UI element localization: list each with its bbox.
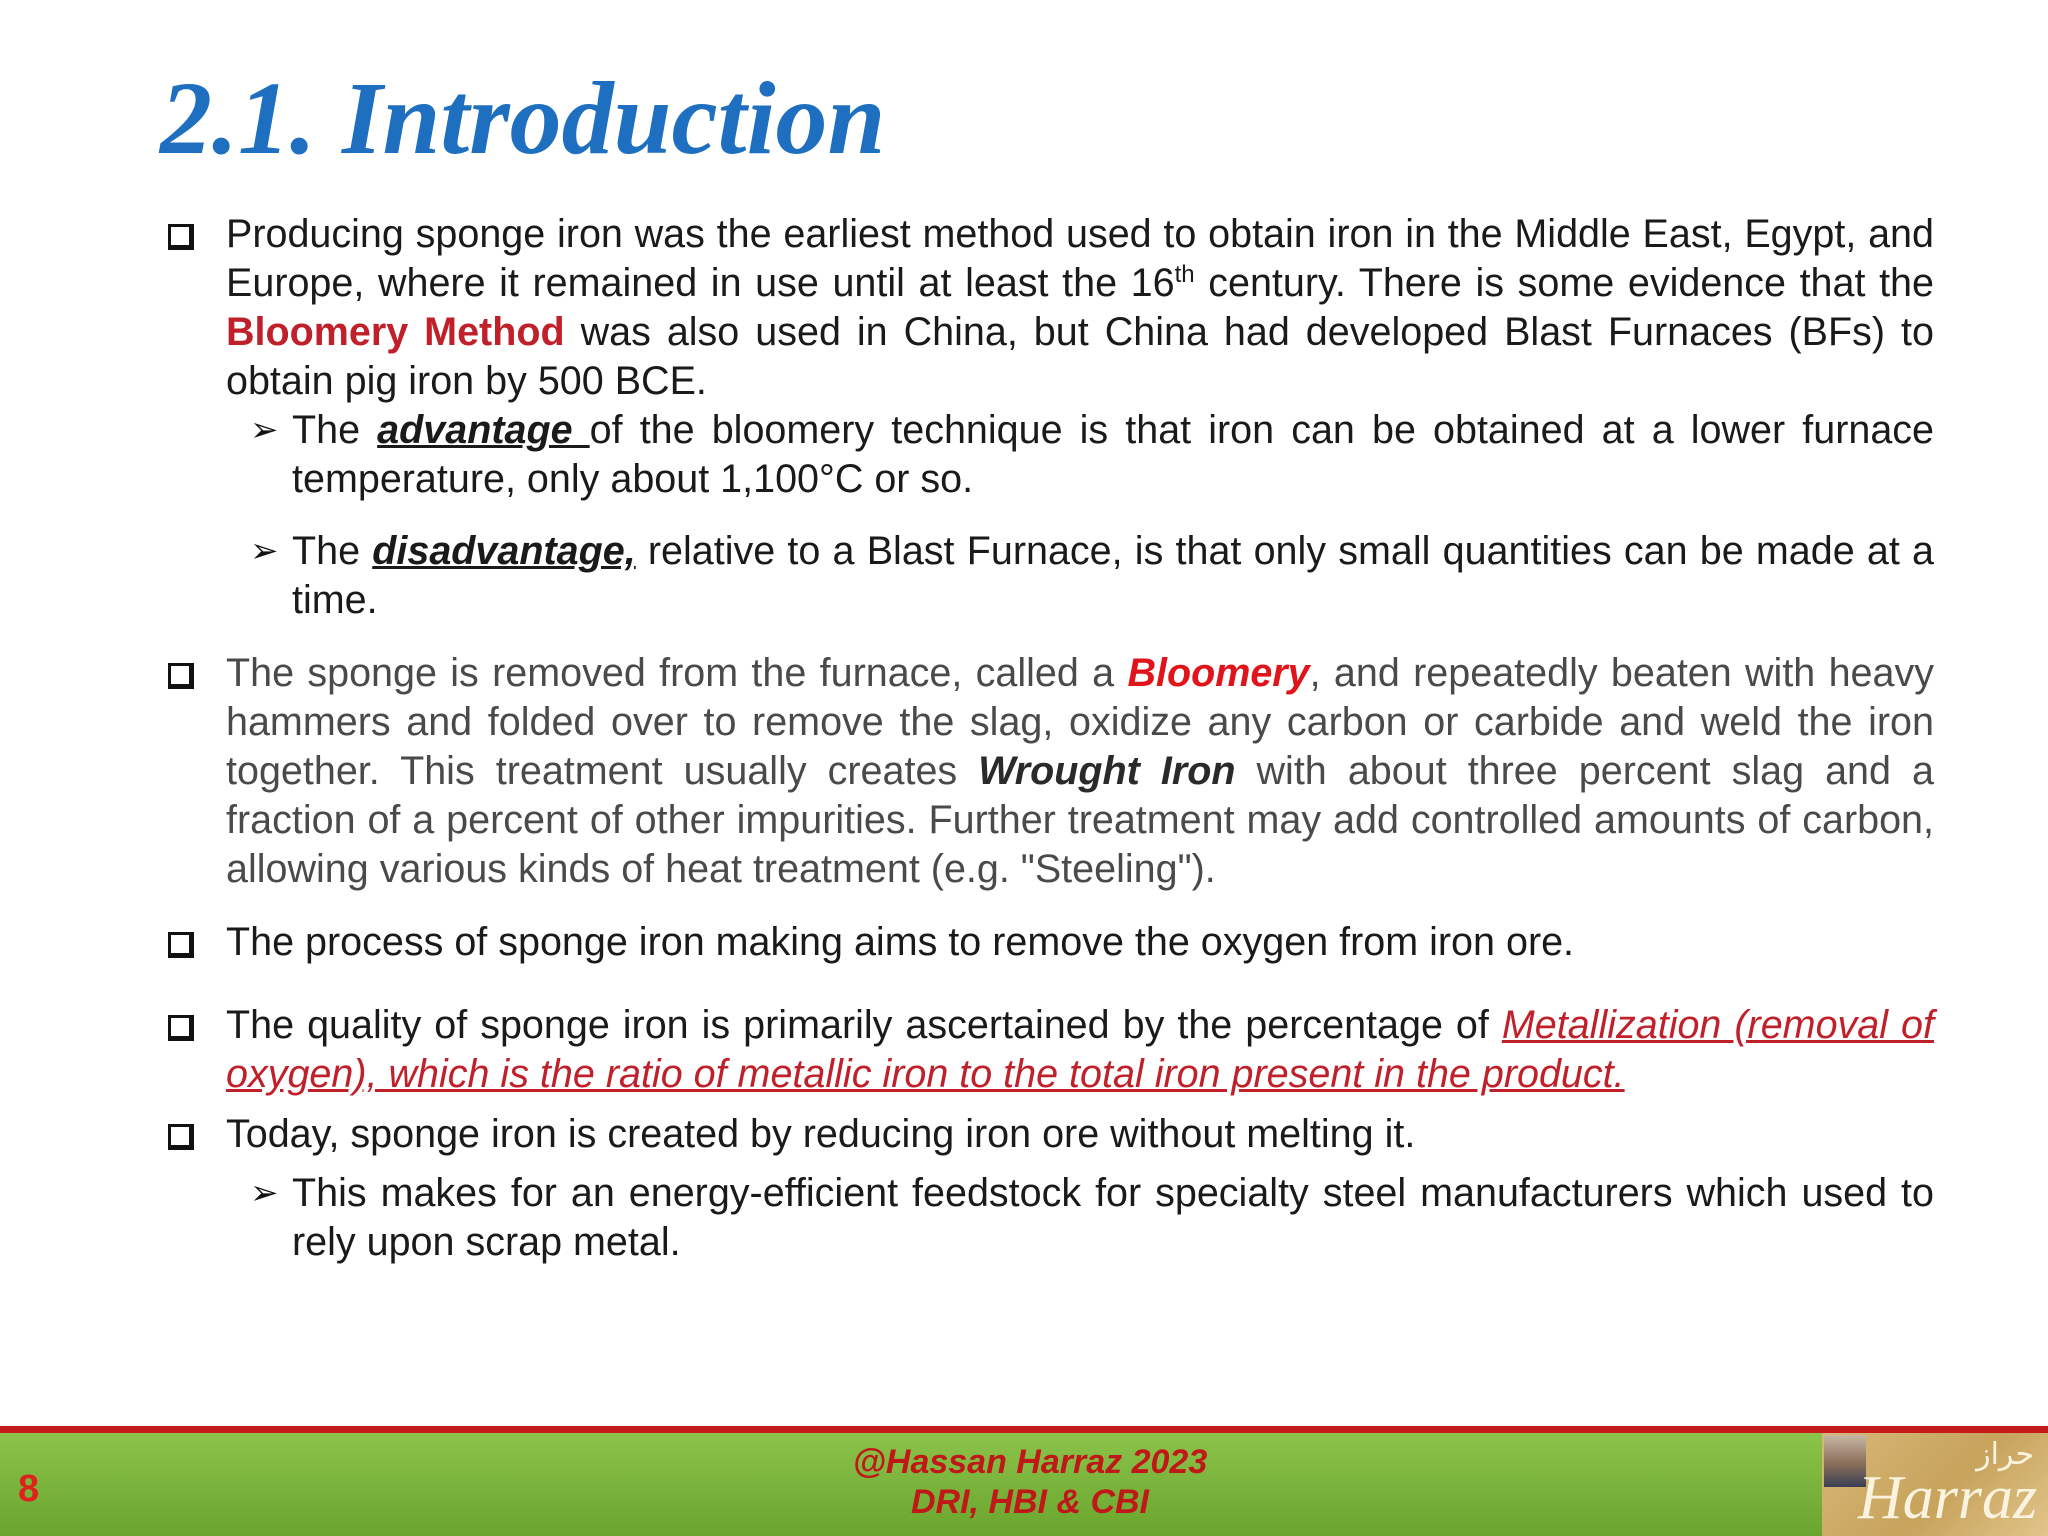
- credit-author: @Hassan Harraz 2023: [852, 1443, 1208, 1481]
- logo-arabic-text: حراز: [1976, 1437, 2034, 1472]
- footer-divider: [0, 1426, 2048, 1433]
- bullet-text: Producing sponge iron was the earliest method used to obtain iron in the Middle East, Egypt, and Europe, where it remained in use until at least the 16: [226, 212, 1934, 305]
- square-bullet-icon: [168, 1124, 194, 1150]
- arrow-bullet-icon: ➢: [250, 1174, 279, 1212]
- bullet-text: Today, sponge iron is created by reducing iron ore without melting it.: [226, 1112, 1416, 1156]
- sub-bullet-text: The: [292, 408, 378, 452]
- page-number: 8: [18, 1468, 40, 1510]
- square-bullet-icon: [168, 932, 194, 958]
- bullet-text: was also used in China, but China had developed Blast Furnaces (BFs) to obtain pig iron by 500 BCE.: [226, 310, 1934, 403]
- bullet-today: [164, 1110, 1934, 1159]
- sub-bullet-text: of the bloomery technique is that iron can be obtained at a lower furnace temperature, only about 1,100°C or so.: [292, 408, 1935, 501]
- bullet-text: , and repeatedly beaten with heavy hammers and folded over to remove the slag, oxidize any carbon or carbide and weld the iron together. This treatment usually creates: [226, 651, 1934, 793]
- square-bullet-icon: [168, 224, 194, 250]
- slide-content: [164, 210, 1934, 1267]
- arrow-bullet-icon: ➢: [250, 532, 279, 570]
- logo-script-text: Harraz: [1858, 1464, 2038, 1532]
- bullet-metallization: [164, 1001, 1934, 1099]
- sub-bullet-text: This makes for an energy-efficient feedstock for specialty steel manufacturers which used to rely upon scrap metal.: [292, 1171, 1934, 1264]
- square-bullet-icon: [168, 663, 194, 689]
- bullet-text: The quality of sponge iron is primarily ascertained by the percentage of: [226, 1003, 1502, 1047]
- emphasis-disadvantage: disadvantage,: [372, 529, 636, 573]
- sub-bullet-text: The: [292, 529, 373, 573]
- harraz-logo: [1822, 1433, 2048, 1536]
- highlight-metallization: Metallization (removal of oxygen), which is the ratio of metallic iron to the total iron present in the product.: [226, 1003, 1934, 1096]
- arrow-bullet-icon: ➢: [250, 411, 279, 449]
- footer-credit: [760, 1442, 1300, 1522]
- emphasis-wrought-iron: Wrought Iron: [978, 749, 1236, 793]
- bullet-text: with about three percent slag and a fraction of a percent of other impurities. Further treatment may add controlled amounts of carbon, allowing various kinds of heat treatment (e.g. "Steeling").: [226, 749, 1935, 891]
- bullet-process-aim: [164, 918, 1934, 967]
- bullet-text: The process of sponge iron making aims to remove the oxygen from iron ore.: [226, 920, 1575, 964]
- bullet-text: The sponge is removed from the furnace, called a: [226, 651, 1128, 695]
- bullet-sponge-iron-history: [164, 210, 1934, 406]
- sub-bullet-feedstock: [164, 1169, 1934, 1267]
- slide-title: 2.1. Introduction: [160, 61, 886, 176]
- sub-bullet-disadvantage: [164, 527, 1934, 625]
- highlight-bloomery: Bloomery: [1127, 651, 1310, 695]
- superscript-th: th: [1174, 260, 1195, 288]
- bullet-bloomery-process: [164, 649, 1934, 894]
- square-bullet-icon: [168, 1015, 194, 1041]
- credit-topic: DRI, HBI & CBI: [911, 1483, 1149, 1521]
- bullet-text: century. There is some evidence that the: [1194, 261, 1934, 305]
- sub-bullet-text: relative to a Blast Furnace, is that only small quantities can be made at a time.: [292, 529, 1934, 622]
- highlight-bloomery-method: Bloomery Method: [226, 310, 565, 354]
- sub-bullet-advantage: [164, 406, 1934, 504]
- emphasis-advantage: advantage: [377, 408, 590, 452]
